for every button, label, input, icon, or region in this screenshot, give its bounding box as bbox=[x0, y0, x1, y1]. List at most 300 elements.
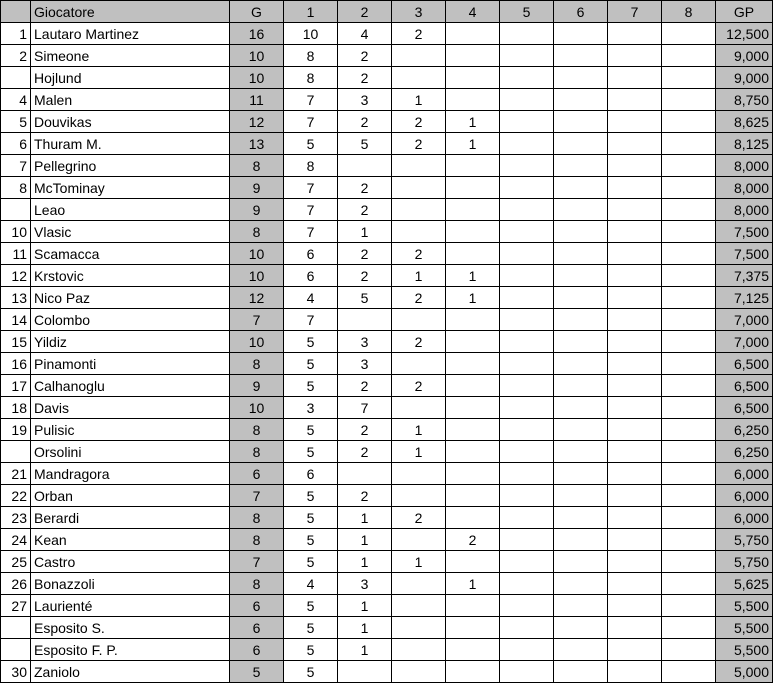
player-name-cell: Hojlund bbox=[31, 67, 230, 89]
count-cell-8 bbox=[662, 397, 716, 419]
count-cell-8 bbox=[662, 23, 716, 45]
count-cell-1: 7 bbox=[284, 199, 338, 221]
games-cell: 6 bbox=[230, 463, 284, 485]
count-cell-5 bbox=[500, 23, 554, 45]
count-cell-8 bbox=[662, 331, 716, 353]
count-cell-1: 5 bbox=[284, 639, 338, 661]
games-cell: 7 bbox=[230, 485, 284, 507]
count-cell-1: 4 bbox=[284, 287, 338, 309]
table-body bbox=[1, 23, 773, 683]
table-row bbox=[1, 441, 773, 463]
table-row bbox=[1, 595, 773, 617]
player-name-cell: Zaniolo bbox=[31, 661, 230, 683]
count-cell-5 bbox=[500, 177, 554, 199]
count-cell-6 bbox=[554, 353, 608, 375]
gp-cell: 5,500 bbox=[716, 595, 773, 617]
count-cell-3: 2 bbox=[392, 111, 446, 133]
count-cell-3 bbox=[392, 353, 446, 375]
table-row bbox=[1, 639, 773, 661]
gp-cell: 8,000 bbox=[716, 177, 773, 199]
count-cell-3 bbox=[392, 199, 446, 221]
col-5-header: 5 bbox=[500, 1, 554, 23]
gp-cell: 6,500 bbox=[716, 353, 773, 375]
count-cell-4: 1 bbox=[446, 111, 500, 133]
count-cell-3 bbox=[392, 529, 446, 551]
count-cell-3 bbox=[392, 221, 446, 243]
col-6-header: 6 bbox=[554, 1, 608, 23]
table-row bbox=[1, 485, 773, 507]
rank-cell: 13 bbox=[1, 287, 31, 309]
table-row bbox=[1, 45, 773, 67]
table-row bbox=[1, 331, 773, 353]
count-cell-3 bbox=[392, 155, 446, 177]
gp-cell: 6,000 bbox=[716, 463, 773, 485]
player-name-cell: McTominay bbox=[31, 177, 230, 199]
count-cell-3 bbox=[392, 463, 446, 485]
count-cell-7 bbox=[608, 111, 662, 133]
gp-cell: 12,500 bbox=[716, 23, 773, 45]
count-cell-7 bbox=[608, 287, 662, 309]
gp-cell: 5,625 bbox=[716, 573, 773, 595]
count-cell-7 bbox=[608, 89, 662, 111]
games-header: G bbox=[230, 1, 284, 23]
table-row bbox=[1, 287, 773, 309]
count-cell-5 bbox=[500, 287, 554, 309]
count-cell-2: 2 bbox=[338, 485, 392, 507]
count-cell-2: 3 bbox=[338, 331, 392, 353]
count-cell-7 bbox=[608, 353, 662, 375]
gp-cell: 6,500 bbox=[716, 375, 773, 397]
count-cell-2 bbox=[338, 661, 392, 683]
count-cell-5 bbox=[500, 155, 554, 177]
count-cell-3: 1 bbox=[392, 265, 446, 287]
count-cell-6 bbox=[554, 529, 608, 551]
count-cell-4: 1 bbox=[446, 573, 500, 595]
count-cell-4 bbox=[446, 441, 500, 463]
count-cell-3: 1 bbox=[392, 441, 446, 463]
count-cell-6 bbox=[554, 287, 608, 309]
count-cell-5 bbox=[500, 551, 554, 573]
player-name-cell: Scamacca bbox=[31, 243, 230, 265]
gp-cell: 7,000 bbox=[716, 309, 773, 331]
rank-cell: 11 bbox=[1, 243, 31, 265]
player-name-cell: Orban bbox=[31, 485, 230, 507]
count-cell-6 bbox=[554, 111, 608, 133]
rank-cell bbox=[1, 617, 31, 639]
count-cell-5 bbox=[500, 419, 554, 441]
gp-cell: 7,500 bbox=[716, 221, 773, 243]
games-cell: 8 bbox=[230, 155, 284, 177]
rank-cell: 2 bbox=[1, 45, 31, 67]
games-cell: 8 bbox=[230, 419, 284, 441]
table-row bbox=[1, 133, 773, 155]
rank-cell: 30 bbox=[1, 661, 31, 683]
count-cell-4 bbox=[446, 309, 500, 331]
count-cell-4 bbox=[446, 177, 500, 199]
count-cell-7 bbox=[608, 639, 662, 661]
count-cell-4 bbox=[446, 595, 500, 617]
gp-cell: 5,000 bbox=[716, 661, 773, 683]
count-cell-7 bbox=[608, 573, 662, 595]
count-cell-6 bbox=[554, 507, 608, 529]
count-cell-4 bbox=[446, 463, 500, 485]
games-cell: 16 bbox=[230, 23, 284, 45]
count-cell-7 bbox=[608, 529, 662, 551]
count-cell-4 bbox=[446, 199, 500, 221]
count-cell-5 bbox=[500, 331, 554, 353]
rank-cell bbox=[1, 639, 31, 661]
rank-cell: 21 bbox=[1, 463, 31, 485]
count-cell-1: 7 bbox=[284, 111, 338, 133]
table-row bbox=[1, 463, 773, 485]
rank-cell: 18 bbox=[1, 397, 31, 419]
count-cell-4 bbox=[446, 507, 500, 529]
count-cell-4 bbox=[446, 67, 500, 89]
count-cell-5 bbox=[500, 397, 554, 419]
table-row bbox=[1, 177, 773, 199]
rank-cell bbox=[1, 67, 31, 89]
table-row bbox=[1, 199, 773, 221]
games-cell: 9 bbox=[230, 199, 284, 221]
count-cell-8 bbox=[662, 463, 716, 485]
col-4-header: 4 bbox=[446, 1, 500, 23]
count-cell-2: 3 bbox=[338, 573, 392, 595]
count-cell-1: 4 bbox=[284, 573, 338, 595]
count-cell-5 bbox=[500, 45, 554, 67]
count-cell-7 bbox=[608, 45, 662, 67]
count-cell-6 bbox=[554, 133, 608, 155]
count-cell-5 bbox=[500, 507, 554, 529]
rank-cell: 27 bbox=[1, 595, 31, 617]
games-cell: 8 bbox=[230, 441, 284, 463]
table-row bbox=[1, 309, 773, 331]
gp-header: GP bbox=[716, 1, 773, 23]
count-cell-5 bbox=[500, 243, 554, 265]
count-cell-2: 2 bbox=[338, 67, 392, 89]
rank-cell: 14 bbox=[1, 309, 31, 331]
count-cell-3: 2 bbox=[392, 23, 446, 45]
player-name-cell: Esposito S. bbox=[31, 617, 230, 639]
count-cell-8 bbox=[662, 507, 716, 529]
player-name-cell: Douvikas bbox=[31, 111, 230, 133]
count-cell-8 bbox=[662, 595, 716, 617]
count-cell-5 bbox=[500, 265, 554, 287]
count-cell-6 bbox=[554, 419, 608, 441]
games-cell: 6 bbox=[230, 595, 284, 617]
count-cell-5 bbox=[500, 463, 554, 485]
count-cell-6 bbox=[554, 551, 608, 573]
count-cell-1: 7 bbox=[284, 309, 338, 331]
count-cell-3 bbox=[392, 45, 446, 67]
count-cell-4 bbox=[446, 45, 500, 67]
count-cell-1: 5 bbox=[284, 551, 338, 573]
table-row bbox=[1, 507, 773, 529]
games-cell: 12 bbox=[230, 111, 284, 133]
count-cell-2: 1 bbox=[338, 529, 392, 551]
rank-cell: 23 bbox=[1, 507, 31, 529]
count-cell-2: 1 bbox=[338, 617, 392, 639]
player-name-cell: Bonazzoli bbox=[31, 573, 230, 595]
count-cell-2: 2 bbox=[338, 265, 392, 287]
gp-cell: 6,250 bbox=[716, 441, 773, 463]
count-cell-3 bbox=[392, 309, 446, 331]
count-cell-8 bbox=[662, 617, 716, 639]
count-cell-3 bbox=[392, 573, 446, 595]
gp-cell: 9,000 bbox=[716, 45, 773, 67]
count-cell-5 bbox=[500, 661, 554, 683]
count-cell-7 bbox=[608, 243, 662, 265]
player-name-cell: Laurienté bbox=[31, 595, 230, 617]
count-cell-7 bbox=[608, 617, 662, 639]
count-cell-5 bbox=[500, 221, 554, 243]
rank-cell: 8 bbox=[1, 177, 31, 199]
count-cell-8 bbox=[662, 573, 716, 595]
count-cell-4: 1 bbox=[446, 287, 500, 309]
gp-cell: 8,750 bbox=[716, 89, 773, 111]
games-cell: 10 bbox=[230, 331, 284, 353]
count-cell-1: 10 bbox=[284, 23, 338, 45]
count-cell-1: 5 bbox=[284, 529, 338, 551]
count-cell-7 bbox=[608, 375, 662, 397]
count-cell-1: 5 bbox=[284, 507, 338, 529]
count-cell-6 bbox=[554, 661, 608, 683]
count-cell-6 bbox=[554, 265, 608, 287]
gp-cell: 7,500 bbox=[716, 243, 773, 265]
count-cell-6 bbox=[554, 89, 608, 111]
count-cell-4 bbox=[446, 617, 500, 639]
col-1-header: 1 bbox=[284, 1, 338, 23]
games-cell: 13 bbox=[230, 133, 284, 155]
count-cell-1: 5 bbox=[284, 419, 338, 441]
count-cell-7 bbox=[608, 221, 662, 243]
games-cell: 8 bbox=[230, 529, 284, 551]
count-cell-4: 1 bbox=[446, 265, 500, 287]
player-name-cell: Mandragora bbox=[31, 463, 230, 485]
count-cell-4: 1 bbox=[446, 133, 500, 155]
count-cell-1: 5 bbox=[284, 485, 338, 507]
player-name-cell: Vlasic bbox=[31, 221, 230, 243]
count-cell-3: 1 bbox=[392, 419, 446, 441]
count-cell-5 bbox=[500, 441, 554, 463]
count-cell-8 bbox=[662, 375, 716, 397]
count-cell-7 bbox=[608, 133, 662, 155]
count-cell-5 bbox=[500, 309, 554, 331]
table-row bbox=[1, 221, 773, 243]
rank-cell: 4 bbox=[1, 89, 31, 111]
gp-cell: 5,500 bbox=[716, 617, 773, 639]
count-cell-1: 8 bbox=[284, 155, 338, 177]
table-row bbox=[1, 243, 773, 265]
count-cell-8 bbox=[662, 529, 716, 551]
count-cell-4 bbox=[446, 331, 500, 353]
count-cell-1: 7 bbox=[284, 177, 338, 199]
count-cell-3: 2 bbox=[392, 375, 446, 397]
table-row bbox=[1, 353, 773, 375]
count-cell-2: 1 bbox=[338, 595, 392, 617]
count-cell-4 bbox=[446, 661, 500, 683]
count-cell-8 bbox=[662, 419, 716, 441]
col-2-header: 2 bbox=[338, 1, 392, 23]
player-name-cell: Orsolini bbox=[31, 441, 230, 463]
gp-cell: 6,250 bbox=[716, 419, 773, 441]
count-cell-1: 5 bbox=[284, 595, 338, 617]
rank-cell: 1 bbox=[1, 23, 31, 45]
gp-cell: 6,000 bbox=[716, 485, 773, 507]
table-row bbox=[1, 89, 773, 111]
player-name-cell: Calhanoglu bbox=[31, 375, 230, 397]
col-3-header: 3 bbox=[392, 1, 446, 23]
count-cell-6 bbox=[554, 221, 608, 243]
count-cell-6 bbox=[554, 397, 608, 419]
player-name-cell: Pellegrino bbox=[31, 155, 230, 177]
count-cell-3: 2 bbox=[392, 331, 446, 353]
table-row bbox=[1, 661, 773, 683]
count-cell-1: 5 bbox=[284, 661, 338, 683]
count-cell-6 bbox=[554, 177, 608, 199]
count-cell-3: 2 bbox=[392, 287, 446, 309]
count-cell-4 bbox=[446, 353, 500, 375]
count-cell-2: 2 bbox=[338, 45, 392, 67]
count-cell-6 bbox=[554, 617, 608, 639]
count-cell-3 bbox=[392, 639, 446, 661]
rank-cell: 25 bbox=[1, 551, 31, 573]
rank-header bbox=[1, 1, 31, 23]
count-cell-2: 2 bbox=[338, 177, 392, 199]
count-cell-7 bbox=[608, 23, 662, 45]
count-cell-8 bbox=[662, 441, 716, 463]
count-cell-2: 2 bbox=[338, 419, 392, 441]
count-cell-6 bbox=[554, 45, 608, 67]
count-cell-4 bbox=[446, 375, 500, 397]
count-cell-4 bbox=[446, 485, 500, 507]
gp-cell: 7,125 bbox=[716, 287, 773, 309]
count-cell-4 bbox=[446, 397, 500, 419]
count-cell-2: 7 bbox=[338, 397, 392, 419]
count-cell-7 bbox=[608, 199, 662, 221]
count-cell-2: 1 bbox=[338, 639, 392, 661]
count-cell-3: 2 bbox=[392, 243, 446, 265]
player-name-cell: Esposito F. P. bbox=[31, 639, 230, 661]
count-cell-8 bbox=[662, 353, 716, 375]
table-row bbox=[1, 529, 773, 551]
games-cell: 6 bbox=[230, 639, 284, 661]
count-cell-5 bbox=[500, 595, 554, 617]
count-cell-4 bbox=[446, 551, 500, 573]
player-name-cell: Thuram M. bbox=[31, 133, 230, 155]
count-cell-1: 7 bbox=[284, 89, 338, 111]
count-cell-8 bbox=[662, 639, 716, 661]
table-row bbox=[1, 551, 773, 573]
count-cell-1: 5 bbox=[284, 133, 338, 155]
games-cell: 8 bbox=[230, 573, 284, 595]
count-cell-1: 5 bbox=[284, 617, 338, 639]
gp-cell: 8,000 bbox=[716, 155, 773, 177]
count-cell-7 bbox=[608, 463, 662, 485]
count-cell-7 bbox=[608, 441, 662, 463]
count-cell-8 bbox=[662, 111, 716, 133]
count-cell-6 bbox=[554, 573, 608, 595]
count-cell-2 bbox=[338, 309, 392, 331]
games-cell: 8 bbox=[230, 353, 284, 375]
count-cell-7 bbox=[608, 551, 662, 573]
player-name-cell: Castro bbox=[31, 551, 230, 573]
table-row bbox=[1, 265, 773, 287]
count-cell-6 bbox=[554, 67, 608, 89]
table-row bbox=[1, 573, 773, 595]
rank-cell bbox=[1, 441, 31, 463]
gp-cell: 7,375 bbox=[716, 265, 773, 287]
count-cell-1: 8 bbox=[284, 67, 338, 89]
count-cell-8 bbox=[662, 309, 716, 331]
table-row bbox=[1, 419, 773, 441]
count-cell-5 bbox=[500, 617, 554, 639]
count-cell-6 bbox=[554, 441, 608, 463]
games-cell: 10 bbox=[230, 45, 284, 67]
count-cell-6 bbox=[554, 331, 608, 353]
gp-cell: 8,125 bbox=[716, 133, 773, 155]
count-cell-6 bbox=[554, 375, 608, 397]
count-cell-5 bbox=[500, 353, 554, 375]
games-cell: 10 bbox=[230, 265, 284, 287]
count-cell-8 bbox=[662, 661, 716, 683]
player-name-cell: Colombo bbox=[31, 309, 230, 331]
player-name-cell: Nico Paz bbox=[31, 287, 230, 309]
count-cell-3 bbox=[392, 67, 446, 89]
player-name-cell: Malen bbox=[31, 89, 230, 111]
count-cell-2: 5 bbox=[338, 287, 392, 309]
games-cell: 12 bbox=[230, 287, 284, 309]
count-cell-4 bbox=[446, 89, 500, 111]
count-cell-3 bbox=[392, 485, 446, 507]
rank-cell: 12 bbox=[1, 265, 31, 287]
rank-cell: 6 bbox=[1, 133, 31, 155]
count-cell-2: 1 bbox=[338, 551, 392, 573]
count-cell-8 bbox=[662, 551, 716, 573]
rank-cell: 15 bbox=[1, 331, 31, 353]
count-cell-6 bbox=[554, 309, 608, 331]
count-cell-7 bbox=[608, 265, 662, 287]
table-row bbox=[1, 397, 773, 419]
count-cell-7 bbox=[608, 331, 662, 353]
player-name-cell: Krstovic bbox=[31, 265, 230, 287]
count-cell-3: 2 bbox=[392, 507, 446, 529]
rank-cell: 7 bbox=[1, 155, 31, 177]
count-cell-1: 5 bbox=[284, 353, 338, 375]
count-cell-3 bbox=[392, 661, 446, 683]
count-cell-5 bbox=[500, 375, 554, 397]
table-row bbox=[1, 617, 773, 639]
rank-cell: 24 bbox=[1, 529, 31, 551]
count-cell-8 bbox=[662, 287, 716, 309]
header-row bbox=[1, 1, 773, 23]
games-cell: 7 bbox=[230, 551, 284, 573]
count-cell-3 bbox=[392, 617, 446, 639]
count-cell-8 bbox=[662, 221, 716, 243]
count-cell-6 bbox=[554, 243, 608, 265]
games-cell: 10 bbox=[230, 67, 284, 89]
table-row bbox=[1, 23, 773, 45]
count-cell-5 bbox=[500, 485, 554, 507]
count-cell-3: 2 bbox=[392, 133, 446, 155]
count-cell-7 bbox=[608, 485, 662, 507]
count-cell-1: 5 bbox=[284, 441, 338, 463]
rank-cell: 16 bbox=[1, 353, 31, 375]
count-cell-2: 4 bbox=[338, 23, 392, 45]
count-cell-3 bbox=[392, 177, 446, 199]
games-cell: 9 bbox=[230, 177, 284, 199]
rank-cell: 22 bbox=[1, 485, 31, 507]
count-cell-7 bbox=[608, 595, 662, 617]
